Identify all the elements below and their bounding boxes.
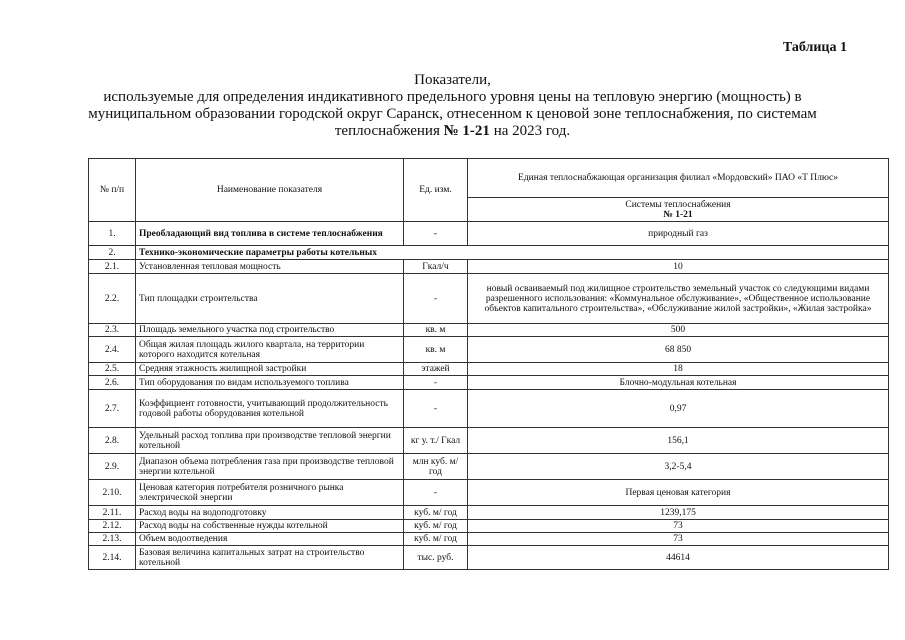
row-value: новый осваиваемый под жилищное строительство земельный участок со следующими видами разрешенного использования: «Коммунальное обслуживание», «Общественное использование объектов капитального строительства», «Обслуживание жилой застройки», «Жилая застройка» [468,274,889,324]
row-number: 2.11. [89,506,136,520]
row-indicator-name: Технико-экономические параметры работы котельных [136,246,889,260]
table-row [89,274,889,324]
header-indicator-name: Наименование показателя [136,159,404,222]
row-indicator-name: Общая жилая площадь жилого квартала, на территории которого находится котельная [136,337,404,363]
row-value: 68 850 [468,337,889,363]
table-row [89,376,889,390]
row-value: Блочно-модульная котельная [468,376,889,390]
table-row [89,546,889,570]
row-unit: куб. м/ год [404,520,468,533]
header-systems [468,198,889,222]
row-indicator-name: Расход воды на собственные нужды котельной [136,520,404,533]
row-value: природный газ [468,222,889,246]
row-number: 2.3. [89,324,136,337]
table-row [89,337,889,363]
table-row [89,260,889,274]
row-value: 156,1 [468,428,889,454]
row-value: 73 [468,533,889,546]
row-value: 0,97 [468,390,889,428]
row-indicator-name: Диапазон объема потребления газа при производстве тепловой энергии котельной [136,454,404,480]
row-indicator-name: Удельный расход топлива при производстве тепловой энергии котельной [136,428,404,454]
row-number: 2.5. [89,363,136,376]
row-unit: кв. м [404,324,468,337]
heading-line-4-post: на 2023 год. [489,123,571,139]
table-row [89,520,889,533]
row-indicator-name: Установленная тепловая мощность [136,260,404,274]
row-indicator-name: Расход воды на водоподготовку [136,506,404,520]
row-unit: Гкал/ч [404,260,468,274]
heading-line-4 [60,123,845,140]
row-value: 3,2-5,4 [468,454,889,480]
row-number: 1. [89,222,136,246]
row-unit: - [404,376,468,390]
row-indicator-name: Тип оборудования по видам используемого топлива [136,376,404,390]
table-row [89,222,889,246]
row-number: 2.9. [89,454,136,480]
row-unit: - [404,222,468,246]
table-row [89,428,889,454]
row-unit: тыс. руб. [404,546,468,570]
row-number: 2.7. [89,390,136,428]
row-indicator-name: Тип площадки строительства [136,274,404,324]
row-indicator-name: Базовая величина капитальных затрат на строительство котельной [136,546,404,570]
header-unit: Ед. изм. [404,159,468,222]
row-number: 2.10. [89,480,136,506]
table-row [89,363,889,376]
row-unit: млн куб. м/год [404,454,468,480]
row-indicator-name: Средняя этажность жилищной застройки [136,363,404,376]
row-unit: - [404,390,468,428]
row-unit: кв. м [404,337,468,363]
row-indicator-name: Объем водоотведения [136,533,404,546]
table-number-label: Таблица 1 [782,40,847,55]
row-value: Первая ценовая категория [468,480,889,506]
row-indicator-name: Площадь земельного участка под строительство [136,324,404,337]
row-indicator-name: Коэффициент готовности, учитывающий продолжительность годовой работы оборудования котельной [136,390,404,428]
row-number: 2.12. [89,520,136,533]
row-indicator-name: Преобладающий вид топлива в системе теплоснабжения [136,222,404,246]
indicators-table [88,158,889,570]
row-value: 44614 [468,546,889,570]
table-row [89,480,889,506]
heading-line-2: используемые для определения индикативного предельного уровня цены на тепловую энергию (мощность) в [103,89,802,105]
table-row [89,506,889,520]
row-value: 18 [468,363,889,376]
row-value: 73 [468,520,889,533]
heading-line-3: муниципальном образовании городской округ Саранск, отнесенном к ценовой зоне теплоснабжения, по системам [88,106,817,122]
table-row [89,390,889,428]
row-unit: - [404,480,468,506]
row-number: 2.2. [89,274,136,324]
row-number: 2.1. [89,260,136,274]
row-number: 2.8. [89,428,136,454]
row-number: 2. [89,246,136,260]
header-organization: Единая теплоснабжающая организация филиал «Мордовский» ПАО «Т Плюс» [468,159,889,198]
row-value: 1239,175 [468,506,889,520]
row-value: 10 [468,260,889,274]
row-number: 2.4. [89,337,136,363]
heading-line-1: Показатели, [414,72,491,88]
table-row [89,533,889,546]
heading-line-4-pre: теплоснабжения [334,123,444,139]
header-systems-line2: № 1-21 [663,209,693,220]
row-number: 2.6. [89,376,136,390]
table-row [89,246,889,260]
row-number: 2.13. [89,533,136,546]
document-heading [60,72,845,140]
row-unit: этажей [404,363,468,376]
row-unit: куб. м/ год [404,533,468,546]
row-indicator-name: Ценовая категория потребителя розничного рынка электрической энергии [136,480,404,506]
table-header-row [89,159,889,198]
header-number: № п/п [89,159,136,222]
table-row [89,454,889,480]
heading-systems-number: № 1-21 [443,123,490,139]
row-unit: - [404,274,468,324]
table-row [89,324,889,337]
row-value: 500 [468,324,889,337]
row-number: 2.14. [89,546,136,570]
row-unit: кг у. т./ Гкал [404,428,468,454]
header-systems-line1: Системы теплоснабжения [625,199,731,210]
row-unit: куб. м/ год [404,506,468,520]
